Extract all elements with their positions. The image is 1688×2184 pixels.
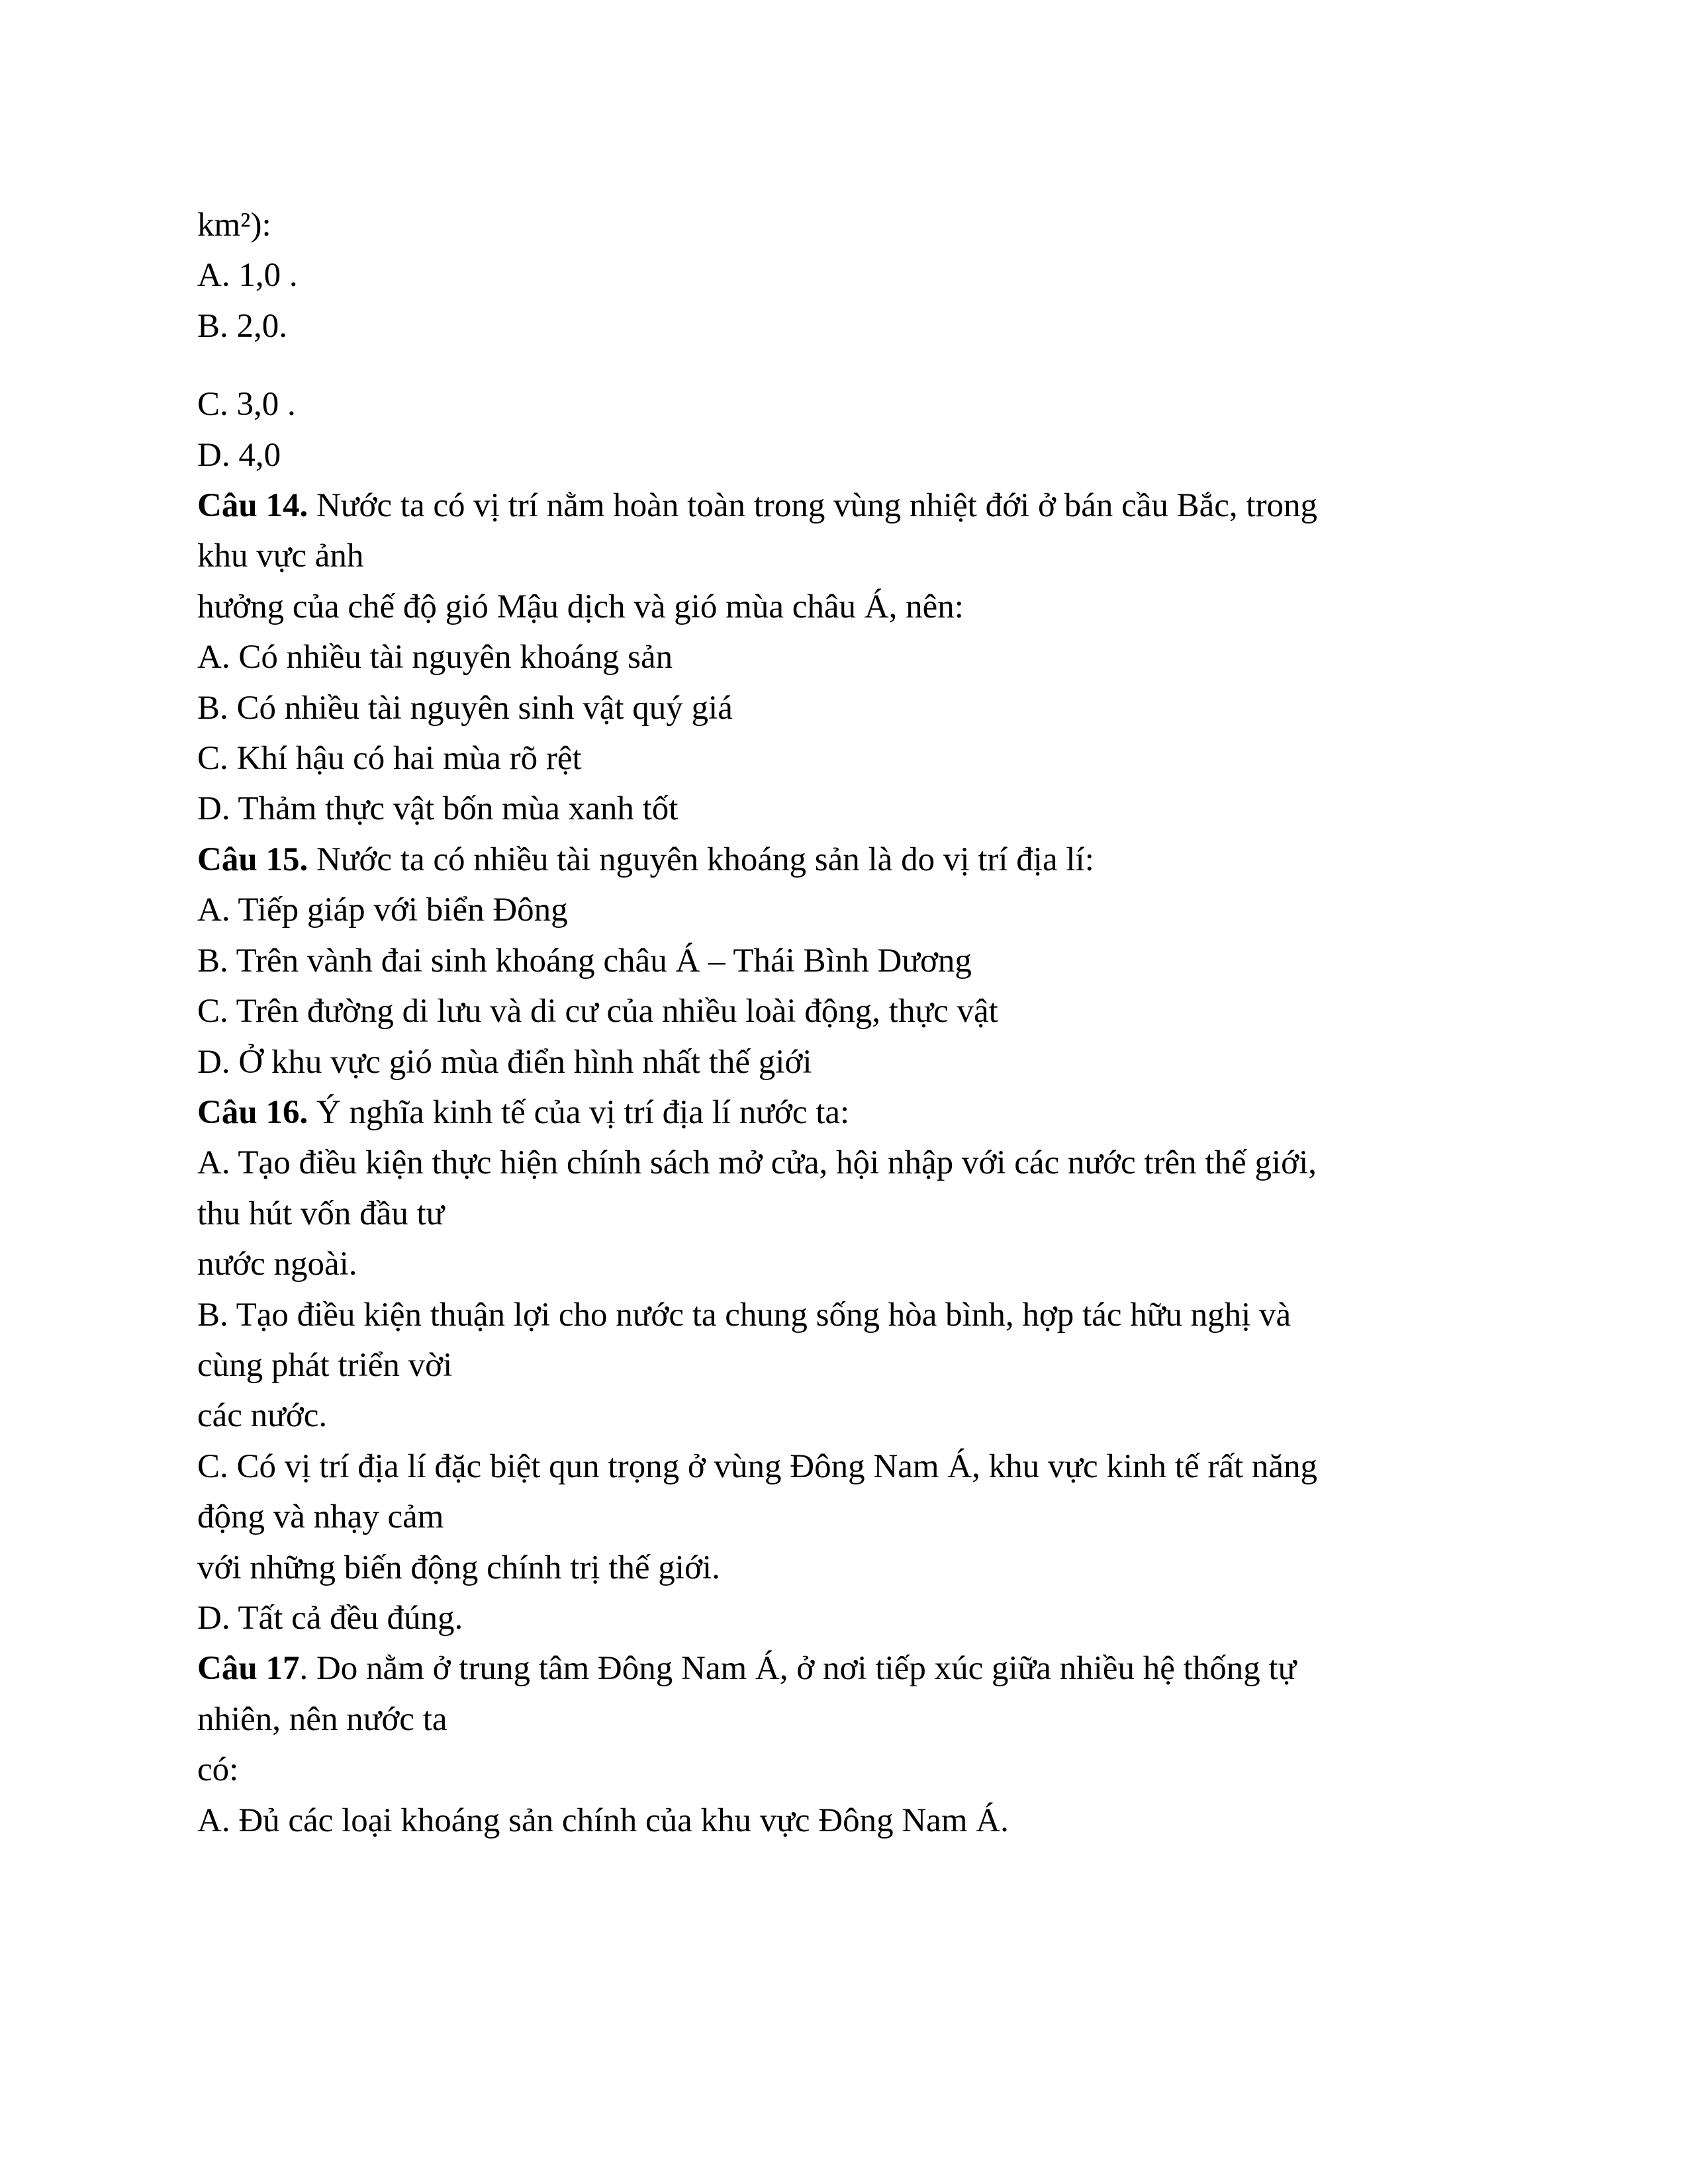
question-label: Câu 16. xyxy=(197,1093,308,1131)
option-b-cont: các nước. xyxy=(197,1397,328,1435)
option-b: B. Tạo điều kiện thuận lợi cho nước ta chung sống hòa bình, hợp tác hữu nghị và xyxy=(197,1296,1291,1334)
option-c: C. 3,0 . xyxy=(197,386,296,424)
option-c: C. Trên đường di lưu và di cư của nhiều loài động, thực vật xyxy=(197,993,998,1030)
question-stem: km²): xyxy=(197,206,271,244)
question-stem: . Do nằm ở trung tâm Đông Nam Á, ở nơi tiếp xúc giữa nhiều hệ thống tự xyxy=(299,1650,1297,1688)
question-stem: Nước ta có nhiều tài nguyên khoáng sản là do vị trí địa lí: xyxy=(308,841,1094,878)
question-stem: nhiên, nên nước ta xyxy=(197,1700,447,1738)
option-d: D. 4,0 xyxy=(197,436,281,474)
option-d: D. Thảm thực vật bốn mùa xanh tốt xyxy=(197,790,679,828)
option-b: B. Có nhiều tài nguyên sinh vật quý giá xyxy=(197,689,733,727)
question-15 xyxy=(197,835,1508,1087)
option-a-cont: thu hút vốn đầu tư xyxy=(197,1195,445,1232)
question-13-tail xyxy=(197,200,1508,480)
question-label: Câu 14. xyxy=(197,487,308,525)
option-a: A. Đủ các loại khoáng sản chính của khu vực Đông Nam Á. xyxy=(197,1801,1009,1839)
option-a: A. Tạo điều kiện thực hiện chính sách mở cửa, hội nhập với các nước trên thế giới, xyxy=(197,1144,1317,1182)
question-stem: có: xyxy=(197,1751,239,1789)
option-a-cont: nước ngoài. xyxy=(197,1246,357,1283)
option-d: D. Tất cả đều đúng. xyxy=(197,1599,463,1637)
option-b-cont: cùng phát triển vời xyxy=(197,1346,453,1384)
option-b: B. Trên vành đai sinh khoáng châu Á – Thái Bình Dương xyxy=(197,942,972,979)
option-a: A. Có nhiều tài nguyên khoáng sản xyxy=(197,639,673,676)
question-stem: hưởng của chế độ gió Mậu dịch và gió mùa châu Á, nên: xyxy=(197,588,964,625)
option-c: C. Có vị trí địa lí đặc biệt qun trọng ở vùng Đông Nam Á, khu vực kinh tế rất năng xyxy=(197,1447,1318,1485)
question-14 xyxy=(197,480,1508,835)
question-stem: Ý nghĩa kinh tế của vị trí địa lí nước ta: xyxy=(308,1093,850,1131)
option-a: A. 1,0 . xyxy=(197,257,298,295)
option-a: A. Tiếp giáp với biển Đông xyxy=(197,891,568,929)
option-d: D. Ở khu vực gió mùa điển hình nhất thế giới xyxy=(197,1043,812,1081)
question-16 xyxy=(197,1087,1508,1643)
option-c-cont: với những biến động chính trị thế giới. xyxy=(197,1549,720,1586)
question-label: Câu 15. xyxy=(197,841,308,878)
option-b: B. 2,0. xyxy=(197,307,288,345)
option-c: C. Khí hậu có hai mùa rõ rệt xyxy=(197,740,582,778)
question-label: Câu 17 xyxy=(197,1650,300,1688)
question-17 xyxy=(197,1643,1508,1846)
option-c-cont: động và nhạy cảm xyxy=(197,1498,444,1536)
document-page xyxy=(197,200,1508,1846)
question-stem: khu vực ảnh xyxy=(197,537,364,575)
question-stem: Nước ta có vị trí nằm hoàn toàn trong vùng nhiệt đới ở bán cầu Bắc, trong xyxy=(308,487,1318,525)
